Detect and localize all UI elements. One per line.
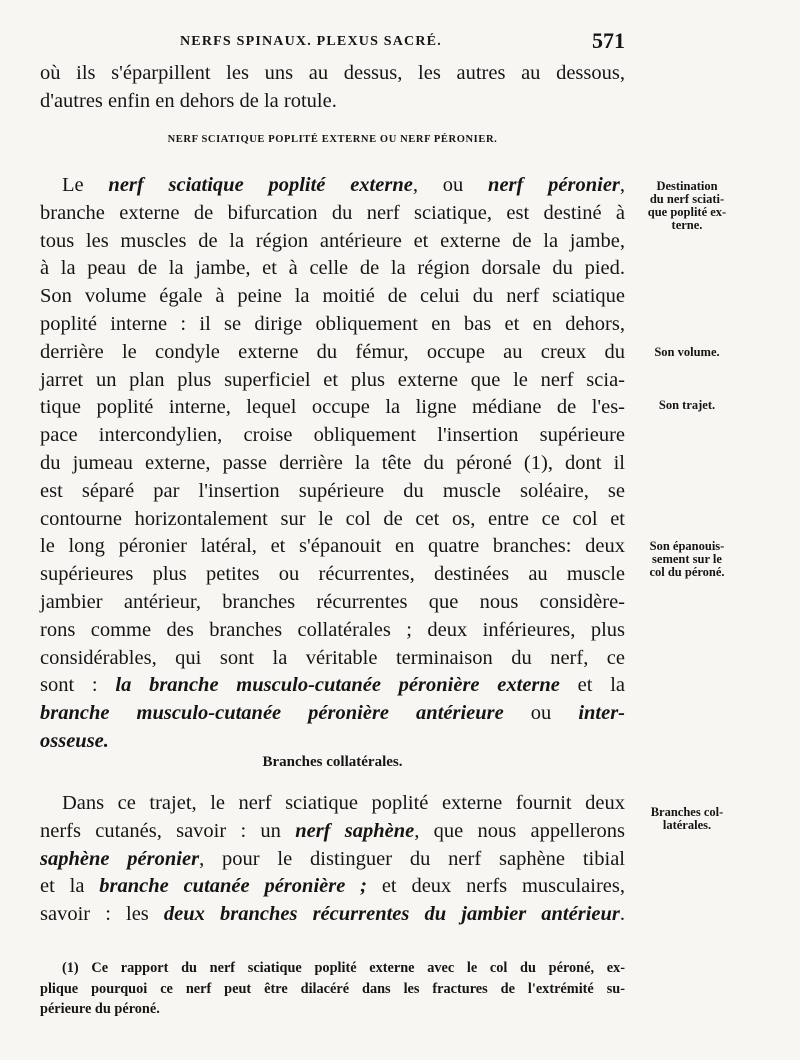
- text-line: contourne horizontalement sur le col de cet os, entre ce col et: [40, 507, 625, 530]
- text-line: jarret un plan plus superficiel et plus externe que le nerf scia-: [40, 368, 625, 391]
- text-line: Son volume égale à peine la moitié de celui du nerf sciatique: [40, 285, 625, 308]
- paragraph-collaterales: [40, 790, 625, 929]
- term-italic: saphène péronier: [40, 847, 200, 870]
- margin-note-destination: Destination du nerf sciati- que poplité ex- terne.: [647, 179, 727, 232]
- text-line: du jumeau externe, passe derrière la tête du péroné (1), dont il: [40, 451, 625, 474]
- running-title: NERFS SPINAUX. PLEXUS SACRÉ.: [180, 34, 442, 49]
- text-line: [40, 728, 625, 756]
- term-italic: la branche musculo-cutanée péronière externe: [115, 674, 560, 697]
- term-italic: deux branches récurrentes du jambier antérieur: [163, 903, 620, 926]
- text-line: et la branche cutanée péronière ; et deux nerfs musculaires,: [40, 875, 625, 898]
- text-line: derrière le condyle externe du fémur, occupe au creux du: [40, 340, 625, 363]
- text-line: tous les muscles de la région antérieure et externe de la jambe,: [40, 229, 625, 252]
- term-italic: branche musculo-cutanée péronière antérieure: [40, 702, 504, 725]
- footnote-line: (1) Ce rapport du nerf sciatique poplité externe avec le col du péroné, ex-: [62, 960, 625, 976]
- footnote: [40, 958, 625, 1020]
- text-line: poplité interne : il se dirige obliquement en bas et en dehors,: [40, 312, 625, 335]
- text-line: d'autres enfin en dehors de la rotule.: [40, 89, 337, 112]
- subheading: Branches collatérales.: [262, 754, 403, 770]
- text-line: supérieures plus petites ou récurrentes, destinées au muscle: [40, 563, 625, 586]
- continuation-text: [40, 60, 625, 116]
- margin-note-volume: Son volume.: [654, 345, 720, 359]
- footnote-line: périeure du péroné.: [40, 1001, 160, 1017]
- term-italic: nerf sciatique poplité externe: [108, 174, 413, 196]
- text-line: considérables, qui sont la véritable terminaison du nerf, ce: [40, 646, 625, 669]
- page-header: [40, 28, 625, 58]
- text-line: tique poplité interne, lequel occupe la ligne médiane de l'es-: [40, 396, 625, 419]
- text-line: branche musculo-cutanée péronière antérieure ou inter-: [40, 702, 626, 725]
- page-number: 571: [592, 28, 625, 53]
- text-line: saphène péronier, pour le distinguer du nerf saphène tibial: [40, 847, 625, 870]
- term-italic: inter-: [578, 702, 626, 725]
- text-line: Le nerf sciatique poplité externe, ou nerf péronier,: [62, 174, 626, 196]
- margin-note-collaterales: Branches col- latérales.: [650, 805, 724, 832]
- term-italic: nerf saphène: [295, 819, 415, 842]
- text-line: branche externe de bifurcation du nerf sciatique, est destiné à: [40, 201, 625, 224]
- text-line: où ils s'éparpillent les uns au dessus, les autres au dessous,: [40, 62, 625, 84]
- term-italic: branche cutanée péronière ;: [99, 875, 367, 898]
- text-line: Dans ce trajet, le nerf sciatique poplité externe fournit deux: [62, 792, 625, 814]
- footnote-line: plique pourquoi ce nerf peut être dilacéré dans les fractures de l'extrémité su-: [40, 980, 625, 997]
- term-italic: nerf péronier: [488, 174, 620, 196]
- text-line: le long péronier latéral, et s'épanouit en quatre branches: deux: [40, 535, 625, 558]
- text-line: savoir : les deux branches récurrentes du jambier antérieur.: [40, 903, 625, 926]
- margin-note-trajet: Son trajet.: [658, 398, 716, 412]
- section-heading: NERF SCIATIQUE POPLITÉ EXTERNE OU NERF PÉRONIER.: [167, 134, 498, 145]
- margin-note-epanouissement: Son épanouis- sement sur le col du péroné.: [649, 539, 725, 579]
- term-italic: osseuse.: [40, 729, 109, 752]
- text-line: sont : la branche musculo-cutanée péronière externe et la: [40, 674, 625, 697]
- text-line: rons comme des branches collatérales ; deux inférieures, plus: [40, 618, 625, 641]
- text-line: jambier antérieur, branches récurrentes que nous considère-: [40, 590, 625, 613]
- text-line: à la peau de la jambe, et à celle de la région dorsale du pied.: [40, 257, 625, 280]
- text-line: est séparé par l'insertion supérieure du muscle soléaire, se: [40, 479, 625, 502]
- text-line: nerfs cutanés, savoir : un nerf saphène, que nous appellerons: [40, 819, 625, 842]
- paragraph-peronier: [40, 172, 625, 756]
- text-line: pace intercondylien, croise obliquement l'insertion supérieure: [40, 424, 625, 447]
